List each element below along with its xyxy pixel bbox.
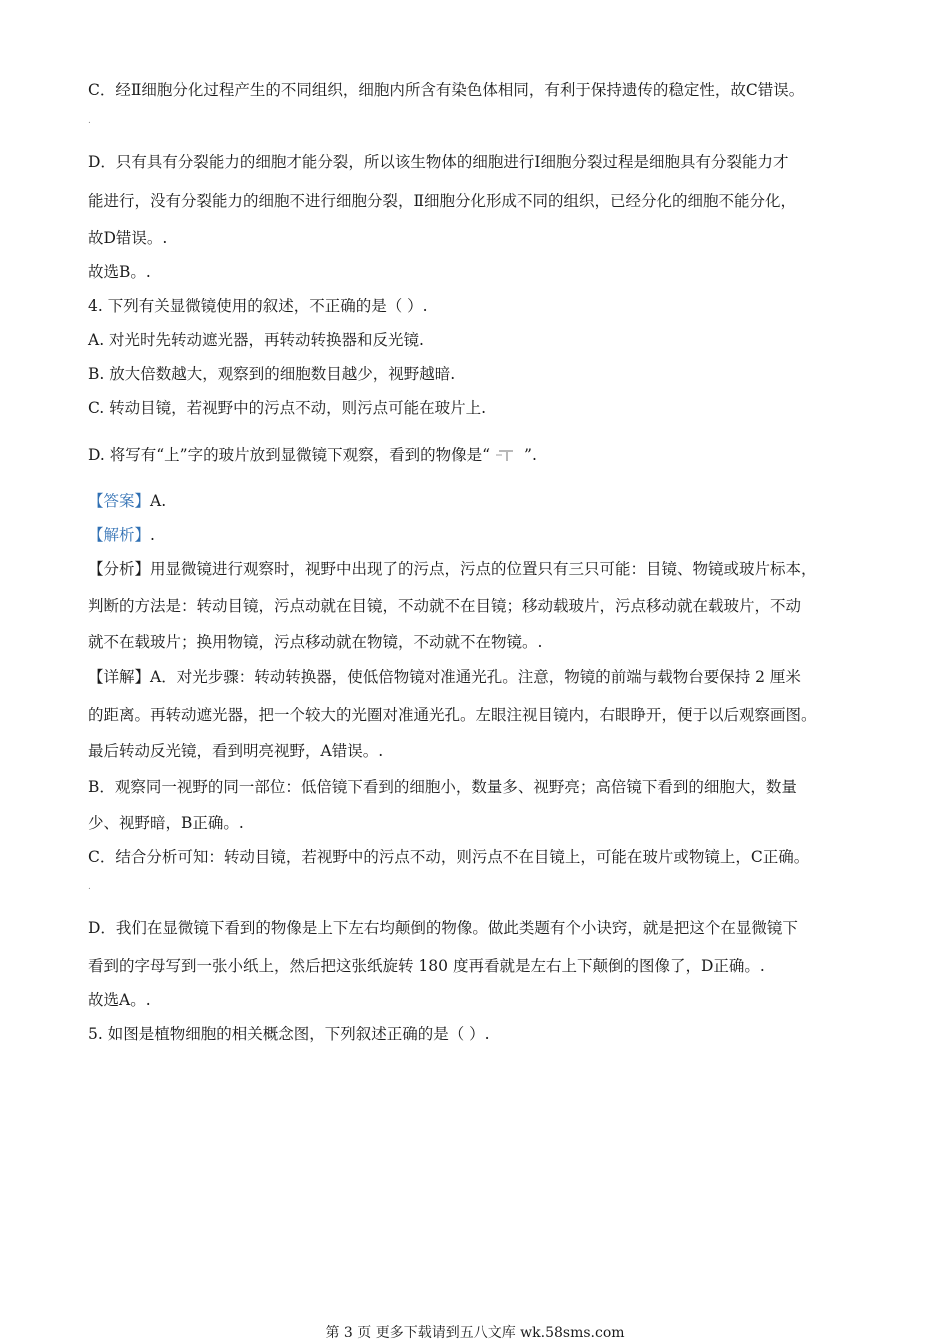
analysis-line-3: 就不在载玻片；换用物镜，污点移动就在物镜，不动就不在物镜。.: [88, 633, 543, 651]
detail-line-3: 最后转动反光镜，看到明亮视野，A错误。.: [88, 742, 384, 760]
paragraph-mark: .: [88, 116, 91, 126]
answer-line: [88, 491, 166, 511]
detail-b-line-2: 少、视野暗，B正确。.: [88, 814, 244, 832]
answer-label: 【答案】: [88, 492, 151, 510]
answer-choice-line-2: 故选A。.: [88, 991, 151, 1009]
answer-choice-line: 故选B。.: [88, 263, 151, 281]
detail-d-line-1: D．我们在显微镜下看到的物像是上下左右均颠倒的物像。做此类题有个小诀窍，就是把这个在显微镜下: [88, 919, 798, 937]
answer-value: A.: [150, 492, 167, 510]
question-4-option-b: B. 放大倍数越大，观察到的细胞数目越少，视野越暗.: [88, 365, 456, 383]
analysis-label: 【解析】: [88, 526, 151, 544]
option-d-close-quote: ”.: [524, 446, 537, 464]
detail-line-1: 【详解】A．对光步骤：转动转换器，使低倍物镜对准通光孔。注意，物镜的前端与载物台要保持 2 厘米: [88, 668, 801, 686]
detail-d-line-2: 看到的字母写到一张小纸上，然后把这张纸旋转 180 度再看就是左右上下颠倒的图像了，D正确。.: [88, 957, 765, 975]
paragraph-mark: .: [88, 882, 91, 892]
question-4-option-a: A. 对光时先转动遮光器，再转动转换器和反光镜.: [88, 331, 424, 349]
option-d-explanation-line-1: D．只有具有分裂能力的细胞才能分裂，所以该生物体的细胞进行Ⅰ细胞分裂过程是细胞具有分裂能力才: [88, 153, 789, 171]
option-d-explanation-line-2: 能进行，没有分裂能力的细胞不进行细胞分裂，Ⅱ细胞分化形成不同的组织，已经分化的细胞不能分化，: [88, 192, 797, 210]
page-footer: 第 3 页 更多下载请到五八文库 wk.58sms.com: [325, 1325, 625, 1341]
analysis-line-2: 判断的方法是：转动目镜，污点动就在目镜，不动就不在目镜；移动载玻片，污点移动就在载玻片，不动: [88, 597, 802, 615]
analysis-line-1: 【分析】用显微镜进行观察时，视野中出现了的污点，污点的位置只有三只可能：目镜、物镜或玻片标本，: [88, 560, 817, 578]
detail-b-line-1: B．观察同一视野的同一部位：低倍镜下看到的细胞小，数量多、视野亮；高倍镜下看到的细胞大，数量: [88, 778, 797, 796]
analysis-heading-line: [88, 525, 155, 545]
analysis-label-trail: .: [150, 526, 155, 544]
detail-c-line: C．结合分析可知：转动目镜，若视野中的污点不动，则污点不在目镜上，可能在玻片或物镜上，C正确。: [88, 848, 810, 866]
question-4-option-d: [88, 444, 537, 465]
inverted-character-image: [494, 444, 520, 464]
question-4-stem: 4. 下列有关显微镜使用的叙述，不正确的是（ ）.: [88, 297, 428, 315]
option-d-text: D. 将写有“上”字的玻片放到显微镜下观察，看到的物像是“: [88, 446, 491, 464]
option-c-explanation-line: C．经Ⅱ细胞分化过程产生的不同组织，细胞内所含有染色体相同，有利于保持遗传的稳定性，故C错误。: [88, 81, 805, 99]
option-d-explanation-line-3: 故D错误。.: [88, 229, 168, 247]
question-4-option-c: C. 转动目镜，若视野中的污点不动，则污点可能在玻片上.: [88, 399, 487, 417]
question-5-stem: 5. 如图是植物细胞的相关概念图，下列叙述正确的是（ ）.: [88, 1025, 490, 1043]
detail-line-2: 的距离。再转动遮光器，把一个较大的光圈对准通光孔。左眼注视目镜内，右眼睁开，便于以后观察画图。: [88, 706, 817, 724]
